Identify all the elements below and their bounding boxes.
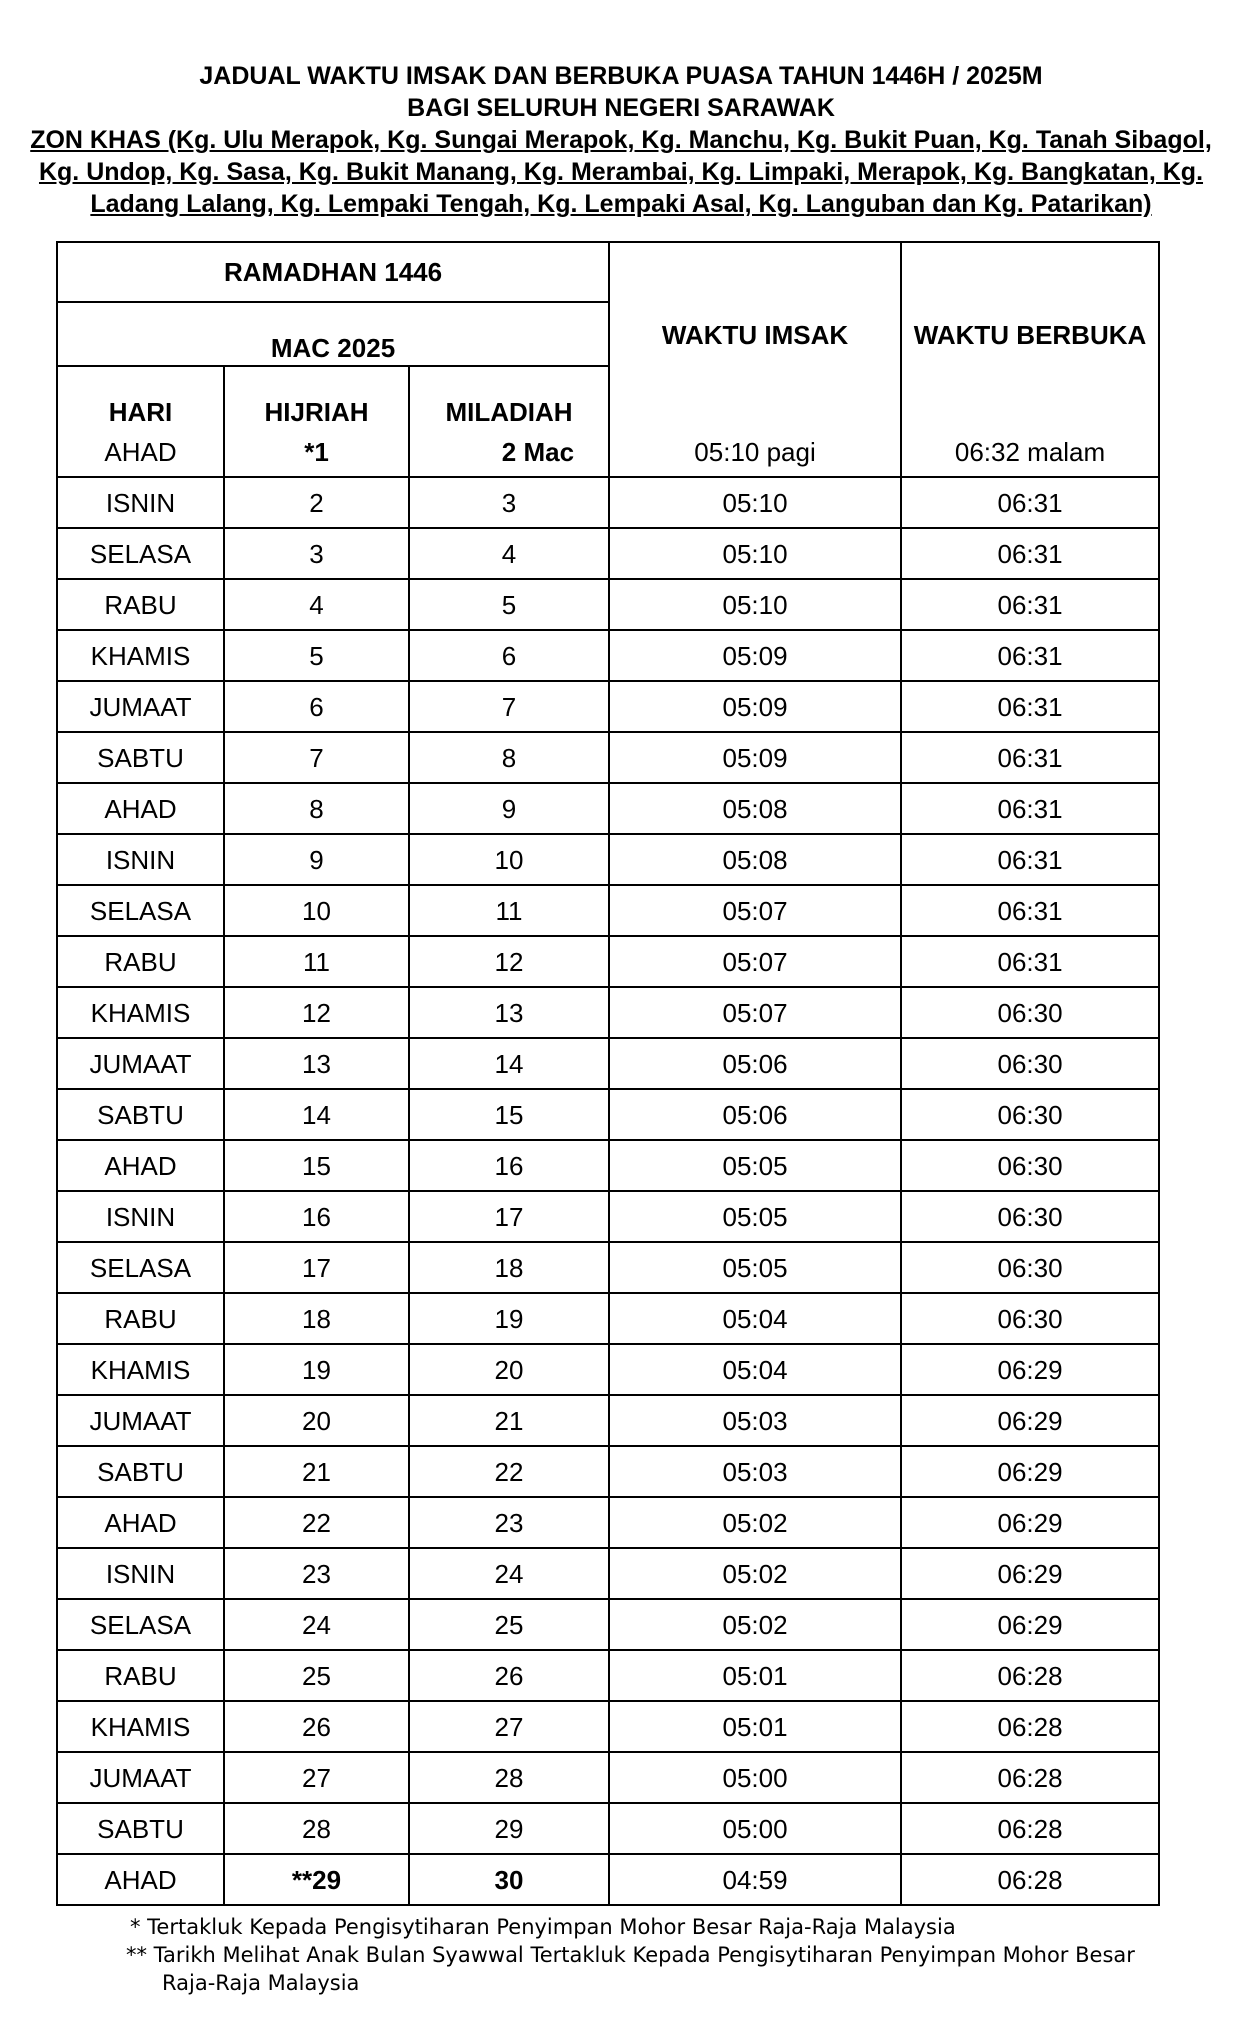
zone-description: ZON KHAS (Kg. Ulu Merapok, Kg. Sungai Merapok, Kg. Manchu, Kg. Bukit Puan, Kg. Tanah Sibagol, Kg. Undop, Kg. Sasa, Kg. Bukit Manang, Kg. Merambai, Kg. Limpaki, Merapok, Kg. Bangkatan, Kg. Ladang Lalang, Kg. Lempaki Tengah, Kg. Lempaki Asal, Kg. Languban dan Kg. Patarikan): [30, 126, 1212, 218]
table-row: [57, 427, 1159, 477]
hijriah-cell: 12: [224, 987, 409, 1038]
miladiah-cell: 16: [409, 1140, 609, 1191]
hijriah-cell: 2: [224, 477, 409, 528]
hijriah-cell: 4: [224, 579, 409, 630]
day-cell: KHAMIS: [57, 987, 224, 1038]
miladiah-cell: 29: [409, 1803, 609, 1854]
imsak-cell: 05:08: [609, 783, 901, 834]
day-cell: RABU: [57, 1650, 224, 1701]
miladiah-cell: 25: [409, 1599, 609, 1650]
imsak-cell: 05:01: [609, 1701, 901, 1752]
imsak-cell: 05:05: [609, 1191, 901, 1242]
hijriah-cell: 27: [224, 1752, 409, 1803]
berbuka-cell: 06:31: [901, 681, 1159, 732]
berbuka-cell: 06:31: [901, 579, 1159, 630]
footnote-2-continued: Raja-Raja Malaysia: [162, 1971, 360, 1995]
imsak-cell: 05:10: [609, 579, 901, 630]
hijriah-cell: 18: [224, 1293, 409, 1344]
miladiah-cell: 7: [409, 681, 609, 732]
imsak-cell: 04:59: [609, 1854, 901, 1905]
title-line-1: JADUAL WAKTU IMSAK DAN BERBUKA PUASA TAHUN 1446H / 2025M: [199, 62, 1043, 90]
day-cell: ISNIN: [57, 834, 224, 885]
ramadhan-header: RAMADHAN 1446: [57, 242, 609, 302]
footnote-1: * Tertakluk Kepada Pengisytiharan Penyimpan Mohor Besar Raja-Raja Malaysia: [130, 1915, 956, 1939]
imsak-cell: 05:06: [609, 1089, 901, 1140]
day-cell: JUMAAT: [57, 681, 224, 732]
miladiah-cell: 18: [409, 1242, 609, 1293]
day-cell: SABTU: [57, 1089, 224, 1140]
berbuka-cell: 06:28: [901, 1752, 1159, 1803]
berbuka-cell: 06:28: [901, 1803, 1159, 1854]
imsak-cell: 05:08: [609, 834, 901, 885]
hijriah-cell: 13: [224, 1038, 409, 1089]
miladiah-cell: 15: [409, 1089, 609, 1140]
berbuka-cell: 06:31: [901, 528, 1159, 579]
waktu-berbuka-header: WAKTU BERBUKA: [901, 242, 1159, 427]
waktu-imsak-header: WAKTU IMSAK: [609, 242, 901, 427]
imsak-cell: 05:09: [609, 681, 901, 732]
table-row: [57, 1293, 1159, 1344]
imsak-cell: 05:10 pagi: [609, 427, 901, 477]
miladiah-cell: 21: [409, 1395, 609, 1446]
miladiah-cell: 14: [409, 1038, 609, 1089]
footnote-2: ** Tarikh Melihat Anak Bulan Syawwal Tertakluk Kepada Pengisytiharan Penyimpan Mohor Besar: [126, 1943, 1135, 1967]
berbuka-cell: 06:31: [901, 834, 1159, 885]
imsak-cell: 05:04: [609, 1344, 901, 1395]
hijriah-cell: 5: [224, 630, 409, 681]
miladiah-header: MILADIAH: [409, 366, 609, 427]
imsak-cell: 05:01: [609, 1650, 901, 1701]
day-cell: ISNIN: [57, 1191, 224, 1242]
imsak-cell: 05:00: [609, 1752, 901, 1803]
hijriah-cell: 23: [224, 1548, 409, 1599]
hijriah-cell: 3: [224, 528, 409, 579]
day-cell: SELASA: [57, 885, 224, 936]
berbuka-cell: 06:28: [901, 1701, 1159, 1752]
table-row: [57, 1446, 1159, 1497]
miladiah-cell: 4: [409, 528, 609, 579]
hijriah-cell: 14: [224, 1089, 409, 1140]
imsak-cell: 05:10: [609, 477, 901, 528]
hijriah-cell: 21: [224, 1446, 409, 1497]
day-cell: KHAMIS: [57, 1344, 224, 1395]
berbuka-cell: 06:29: [901, 1344, 1159, 1395]
table-row: [57, 1089, 1159, 1140]
miladiah-cell: 8: [409, 732, 609, 783]
berbuka-cell: 06:30: [901, 1191, 1159, 1242]
title-line-2: BAGI SELURUH NEGERI SARAWAK: [407, 94, 835, 122]
miladiah-cell: 6: [409, 630, 609, 681]
hijriah-cell: 9: [224, 834, 409, 885]
imsak-cell: 05:04: [609, 1293, 901, 1344]
miladiah-cell: 30: [409, 1854, 609, 1905]
hijriah-cell: 19: [224, 1344, 409, 1395]
table-row: [57, 987, 1159, 1038]
month-header: MAC 2025: [57, 302, 609, 366]
miladiah-cell: 10: [409, 834, 609, 885]
hijriah-cell: **29: [224, 1854, 409, 1905]
miladiah-cell: 17: [409, 1191, 609, 1242]
day-cell: ISNIN: [57, 477, 224, 528]
hijriah-cell: 7: [224, 732, 409, 783]
imsak-cell: 05:07: [609, 885, 901, 936]
miladiah-cell: 13: [409, 987, 609, 1038]
hijriah-cell: 25: [224, 1650, 409, 1701]
table-row: [57, 1650, 1159, 1701]
table-row: [57, 681, 1159, 732]
hijriah-cell: 11: [224, 936, 409, 987]
miladiah-cell: 12: [409, 936, 609, 987]
day-cell: JUMAAT: [57, 1752, 224, 1803]
hijriah-cell: *1: [224, 427, 409, 477]
miladiah-cell: 2 Mac: [409, 427, 609, 477]
miladiah-cell: 22: [409, 1446, 609, 1497]
day-cell: RABU: [57, 579, 224, 630]
miladiah-cell: 28: [409, 1752, 609, 1803]
table-row: [57, 1395, 1159, 1446]
imsak-cell: 05:03: [609, 1446, 901, 1497]
berbuka-cell: 06:30: [901, 987, 1159, 1038]
table-row: [57, 1191, 1159, 1242]
berbuka-cell: 06:28: [901, 1650, 1159, 1701]
imsak-cell: 05:03: [609, 1395, 901, 1446]
hijriah-cell: 16: [224, 1191, 409, 1242]
hijriah-cell: 24: [224, 1599, 409, 1650]
day-cell: JUMAAT: [57, 1395, 224, 1446]
day-cell: ISNIN: [57, 1548, 224, 1599]
berbuka-cell: 06:30: [901, 1293, 1159, 1344]
table-row: [57, 834, 1159, 885]
day-cell: SABTU: [57, 732, 224, 783]
table-row: [57, 1752, 1159, 1803]
imsak-cell: 05:07: [609, 987, 901, 1038]
hijriah-cell: 10: [224, 885, 409, 936]
berbuka-cell: 06:31: [901, 630, 1159, 681]
table-row: [57, 1344, 1159, 1395]
table-row: [57, 1701, 1159, 1752]
berbuka-cell: 06:30: [901, 1140, 1159, 1191]
day-cell: SELASA: [57, 1242, 224, 1293]
hari-header: HARI: [57, 366, 224, 427]
imsak-cell: 05:05: [609, 1242, 901, 1293]
miladiah-cell: 23: [409, 1497, 609, 1548]
berbuka-cell: 06:31: [901, 477, 1159, 528]
day-cell: SABTU: [57, 1446, 224, 1497]
hijriah-cell: 26: [224, 1701, 409, 1752]
table-row: [57, 630, 1159, 681]
table-row: [57, 783, 1159, 834]
berbuka-cell: 06:29: [901, 1599, 1159, 1650]
table-row: [57, 732, 1159, 783]
hijriah-cell: 6: [224, 681, 409, 732]
berbuka-cell: 06:29: [901, 1395, 1159, 1446]
day-cell: SELASA: [57, 1599, 224, 1650]
day-cell: KHAMIS: [57, 630, 224, 681]
hijriah-cell: 20: [224, 1395, 409, 1446]
miladiah-cell: 19: [409, 1293, 609, 1344]
table-row: [57, 528, 1159, 579]
hijriah-cell: 15: [224, 1140, 409, 1191]
miladiah-cell: 11: [409, 885, 609, 936]
miladiah-cell: 9: [409, 783, 609, 834]
table-row: [57, 885, 1159, 936]
day-cell: AHAD: [57, 427, 224, 477]
imsak-cell: 05:02: [609, 1548, 901, 1599]
miladiah-cell: 5: [409, 579, 609, 630]
table-row: [57, 1038, 1159, 1089]
berbuka-cell: 06:30: [901, 1242, 1159, 1293]
imsak-cell: 05:09: [609, 630, 901, 681]
table-row: [57, 1803, 1159, 1854]
table-row: [57, 579, 1159, 630]
miladiah-cell: 24: [409, 1548, 609, 1599]
miladiah-cell: 26: [409, 1650, 609, 1701]
document-header: [20, 60, 1222, 220]
table-row: [57, 1140, 1159, 1191]
imsak-cell: 05:07: [609, 936, 901, 987]
day-cell: JUMAAT: [57, 1038, 224, 1089]
miladiah-cell: 20: [409, 1344, 609, 1395]
table-row: [57, 1497, 1159, 1548]
hijriah-cell: 28: [224, 1803, 409, 1854]
berbuka-cell: 06:29: [901, 1497, 1159, 1548]
table-row: [57, 1548, 1159, 1599]
berbuka-cell: 06:29: [901, 1548, 1159, 1599]
schedule-table: [56, 241, 1160, 1906]
miladiah-cell: 27: [409, 1701, 609, 1752]
table-row: [57, 936, 1159, 987]
berbuka-cell: 06:31: [901, 885, 1159, 936]
imsak-cell: 05:09: [609, 732, 901, 783]
day-cell: KHAMIS: [57, 1701, 224, 1752]
table-row: [57, 1854, 1159, 1905]
berbuka-cell: 06:30: [901, 1089, 1159, 1140]
berbuka-cell: 06:32 malam: [901, 427, 1159, 477]
day-cell: AHAD: [57, 1854, 224, 1905]
day-cell: AHAD: [57, 783, 224, 834]
table-row: [57, 1599, 1159, 1650]
berbuka-cell: 06:31: [901, 783, 1159, 834]
imsak-cell: 05:10: [609, 528, 901, 579]
hijriah-cell: 17: [224, 1242, 409, 1293]
day-cell: AHAD: [57, 1497, 224, 1548]
berbuka-cell: 06:28: [901, 1854, 1159, 1905]
day-cell: AHAD: [57, 1140, 224, 1191]
day-cell: SABTU: [57, 1803, 224, 1854]
berbuka-cell: 06:31: [901, 732, 1159, 783]
imsak-cell: 05:05: [609, 1140, 901, 1191]
berbuka-cell: 06:30: [901, 1038, 1159, 1089]
berbuka-cell: 06:29: [901, 1446, 1159, 1497]
imsak-cell: 05:02: [609, 1599, 901, 1650]
hijriah-cell: 8: [224, 783, 409, 834]
hijriah-cell: 22: [224, 1497, 409, 1548]
table-row: [57, 1242, 1159, 1293]
table-row: [57, 477, 1159, 528]
day-cell: RABU: [57, 1293, 224, 1344]
imsak-cell: 05:00: [609, 1803, 901, 1854]
hijriah-header: HIJRIAH: [224, 366, 409, 427]
imsak-cell: 05:02: [609, 1497, 901, 1548]
berbuka-cell: 06:31: [901, 936, 1159, 987]
imsak-cell: 05:06: [609, 1038, 901, 1089]
miladiah-cell: 3: [409, 477, 609, 528]
day-cell: RABU: [57, 936, 224, 987]
footnotes: [126, 1913, 1135, 1997]
day-cell: SELASA: [57, 528, 224, 579]
